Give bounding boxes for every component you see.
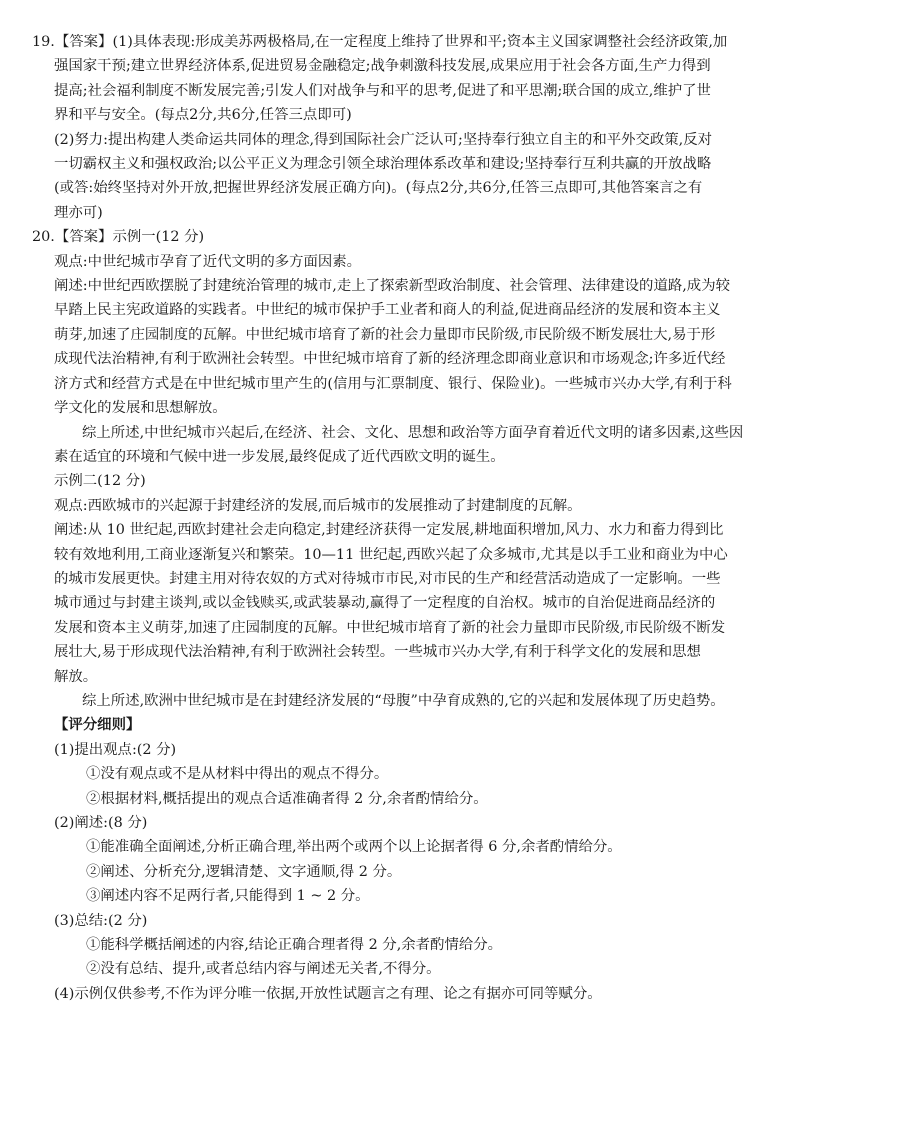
rubric-item: ①能准确全面阐述,分析正确合理,举出两个或两个以上论据者得 6 分,余者酌情给分。 — [86, 839, 622, 856]
ex1-argument-line: 阐述:中世纪西欧摆脱了封建统治管理的城市,走上了探索新型政治制度、社会管理、法律建设的道路,成为较 — [54, 278, 730, 295]
q19-part2-line: 一切霸权主义和强权政治;以公平正义为理念引领全球治理体系改革和建设;坚持奉行互利共赢的开放战略 — [54, 156, 712, 173]
q19-part2-line: (2)努力:提出构建人类命运共同体的理念,得到国际社会广泛认可;坚持奉行独立自主的和平外交政策,反对 — [54, 131, 713, 148]
ex2-label: 示例二(12 分) — [54, 473, 146, 490]
ex1-argument-line: 成现代法治精神,有利于欧洲社会转型。中世纪城市培育了新的经济理念即商业意识和市场观念;许多近代经 — [54, 351, 726, 368]
q19-part1-line: 提高;社会福利制度不断发展完善;引发人们对战争与和平的思考,促进了和平思潮;联合国的成立,维护了世 — [54, 82, 711, 99]
rubric-section-2-title: (2)阐述:(8 分) — [54, 815, 148, 831]
rubric-section-1-title: (1)提出观点:(2 分) — [54, 741, 177, 758]
q20-head: 20.【答案】示例一(12 分) — [32, 229, 205, 246]
ex1-view: 观点:中世纪城市孕育了近代文明的多方面因素。 — [54, 253, 362, 270]
ex2-argument-line: 阐述:从 10 世纪起,西欧封建社会走向稳定,封建经济获得一定发展,耕地面积增加,风力、水力和畜力得到比 — [54, 522, 724, 539]
ex2-argument-line: 发展和资本主义萌芽,加速了庄园制度的瓦解。中世纪城市培育了新的社会力量即市民阶级,市民阶级不断发 — [54, 619, 726, 636]
ex2-argument-line: 解放。 — [54, 668, 98, 685]
rubric-item: ②没有总结、提升,或者总结内容与阐述无关者,不得分。 — [86, 961, 441, 978]
q19-head: 19.【答案】(1)具体表现:形成美苏两极格局,在一定程度上维持了世界和平;资本主义国家调整社会经济政策,加 — [32, 34, 728, 50]
q19-part2-line: 理亦可) — [54, 204, 103, 221]
rubric-section-3-title: (3)总结:(2 分) — [54, 912, 148, 929]
answer-page — [32, 30, 880, 1006]
q19-part1-line: 强国家干预;建立世界经济体系,促进贸易金融稳定;战争刺激科技发展,成果应用于社会各方面,生产力得到 — [54, 58, 711, 75]
rubric-item: ①能科学概括阐述的内容,结论正确合理者得 2 分,余者酌情给分。 — [86, 937, 503, 954]
rubric-item: ③阐述内容不足两行者,只能得到 1 ~ 2 分。 — [86, 888, 370, 905]
ex1-summary-line: 综上所述,中世纪城市兴起后,在经济、社会、文化、思想和政治等方面孕育着近代文明的诸多因素,这些因 — [82, 424, 744, 441]
ex2-argument-line: 城市通过与封建主谈判,或以金钱赎买,或武装暴动,赢得了一定程度的自治权。城市的自治促进商品经济的 — [54, 595, 716, 612]
ex1-argument-line: 济方式和经营方式是在中世纪城市里产生的(信用与汇票制度、银行、保险业)。一些城市兴办大学,有利于科 — [54, 375, 732, 392]
ex1-summary-line: 素在适宜的环境和气候中进一步发展,最终促成了近代西欧文明的诞生。 — [54, 448, 505, 465]
ex2-argument-line: 展壮大,易于形成现代法治精神,有利于欧洲社会转型。一些城市兴办大学,有利于科学文化的发展和思想 — [54, 644, 701, 661]
rubric-item: ①没有观点或不是从材料中得出的观点不得分。 — [86, 766, 389, 783]
ex1-argument-line: 学文化的发展和思想解放。 — [54, 400, 227, 417]
ex2-view: 观点:西欧城市的兴起源于封建经济的发展,而后城市的发展推动了封建制度的瓦解。 — [54, 497, 582, 514]
ex1-argument-line: 萌芽,加速了庄园制度的瓦解。中世纪城市培育了新的社会力量即市民阶级,市民阶级不断发展壮大,易于形 — [54, 326, 716, 343]
q19-part2-line: (或答:始终坚持对外开放,把握世界经济发展正确方向)。(每点2分,共6分,任答三点即可,其他答案言之有 — [54, 180, 703, 197]
ex2-argument-line: 的城市发展更快。封建主用对待农奴的方式对待城市市民,对市民的生产和经营活动造成了一定影响。一些 — [54, 570, 721, 587]
rubric-item: ②阐述、分析充分,逻辑清楚、文字通顺,得 2 分。 — [86, 863, 402, 880]
rubric-title: 【评分细则】 — [54, 716, 141, 734]
rubric-section-4: (4)示例仅供参考,不作为评分唯一依据,开放性试题言之有理、论之有据亦可同等赋分。 — [54, 985, 602, 1002]
ex1-argument-line: 早踏上民主宪政道路的实践者。中世纪的城市保护手工业者和商人的利益,促进商品经济的发展和资本主义 — [54, 302, 721, 319]
q19-part1-line: 界和平与安全。(每点2分,共6分,任答三点即可) — [54, 107, 352, 124]
ex2-argument-line: 较有效地利用,工商业逐渐复兴和繁荣。10—11 世纪起,西欧兴起了众多城市,尤其是以手工业和商业为中心 — [54, 546, 728, 563]
rubric-item: ②根据材料,概括提出的观点合适准确者得 2 分,余者酌情给分。 — [86, 790, 488, 807]
ex2-summary-line: 综上所述,欧洲中世纪城市是在封建经济发展的“母腹”中孕育成熟的,它的兴起和发展体现了历史趋势。 — [82, 692, 725, 709]
